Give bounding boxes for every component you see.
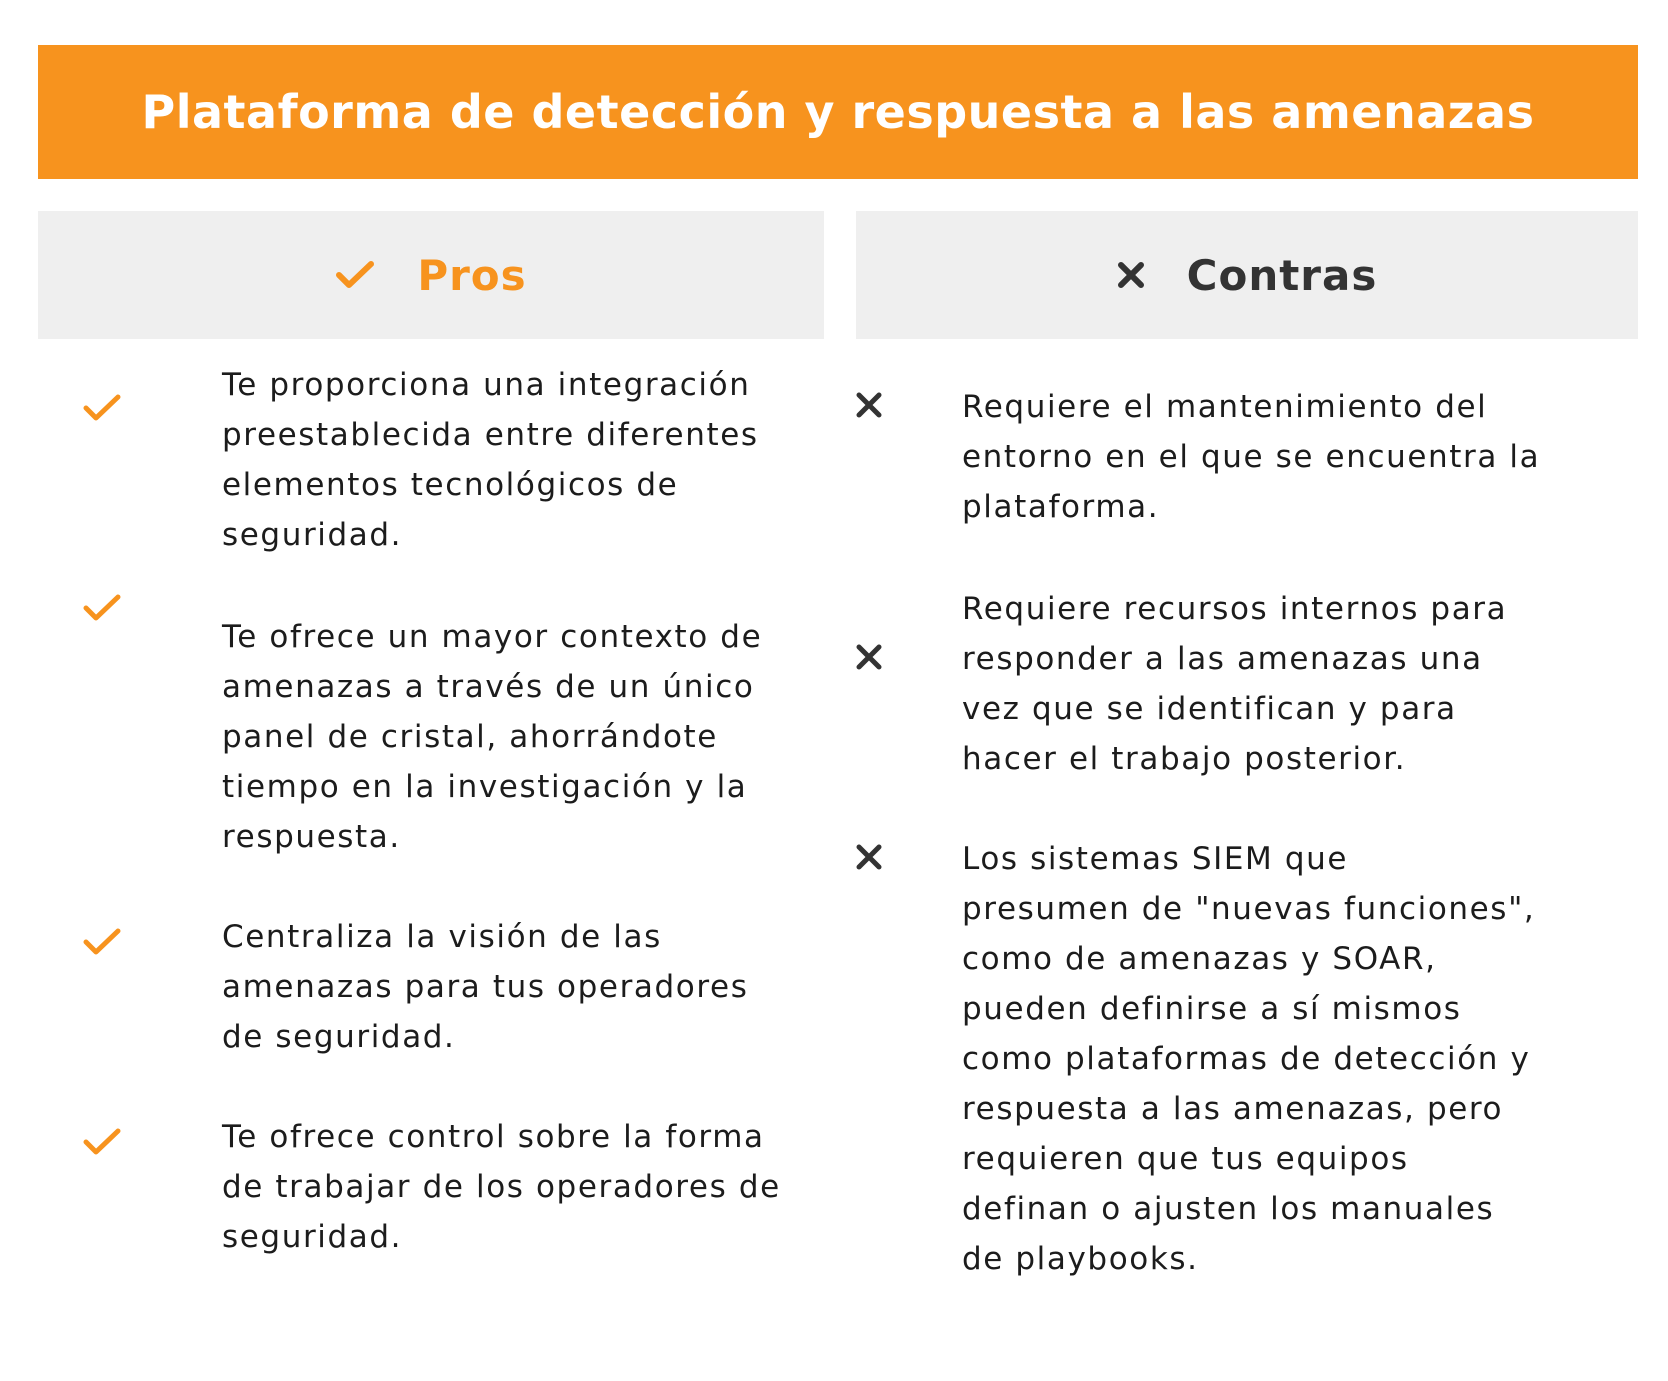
pros-title: Pros	[417, 250, 527, 300]
pros-item-text: Te ofrece control sobre la forma de trabajar de los operadores de seguridad.	[222, 1119, 781, 1255]
check-icon	[82, 392, 122, 424]
cons-title: Contras	[1186, 250, 1378, 300]
pros-header	[38, 211, 824, 339]
check-icon	[82, 926, 122, 958]
x-icon	[854, 390, 884, 420]
x-icon	[854, 842, 884, 872]
cons-item-text: Requiere recursos internos para responder a las amenazas una vez que se identifican y para hacer el trabajo posterior.	[962, 591, 1508, 777]
pros-item-text: Te ofrece un mayor contexto de amenazas a través de un único panel de cristal, ahorrándote tiempo en la investigación y la respuesta.	[222, 619, 763, 855]
cons-header	[856, 211, 1638, 339]
check-icon	[82, 592, 122, 624]
x-icon	[854, 642, 884, 672]
pros-item-text: Centraliza la visión de las amenazas para tus operadores de seguridad.	[222, 919, 749, 1055]
x-icon	[1117, 261, 1145, 289]
title-banner	[38, 45, 1638, 179]
check-icon	[82, 1126, 122, 1158]
cons-item-text: Requiere el mantenimiento del entorno en el que se encuentra la plataforma.	[962, 389, 1541, 525]
pros-item-text: Te proporciona una integración preestablecida entre diferentes elementos tecnológicos de seguridad.	[222, 367, 759, 553]
page-title: Plataforma de detección y respuesta a las amenazas	[141, 85, 1535, 139]
cons-item-text: Los sistemas SIEM que presumen de "nuevas funciones", como de amenazas y SOAR, pueden definirse a sí mismos como plataformas de detección y respuesta a las amenazas, pero requieren que tus equipos definan o ajusten los manuales de playbooks.	[962, 841, 1536, 1277]
check-icon	[335, 259, 375, 291]
